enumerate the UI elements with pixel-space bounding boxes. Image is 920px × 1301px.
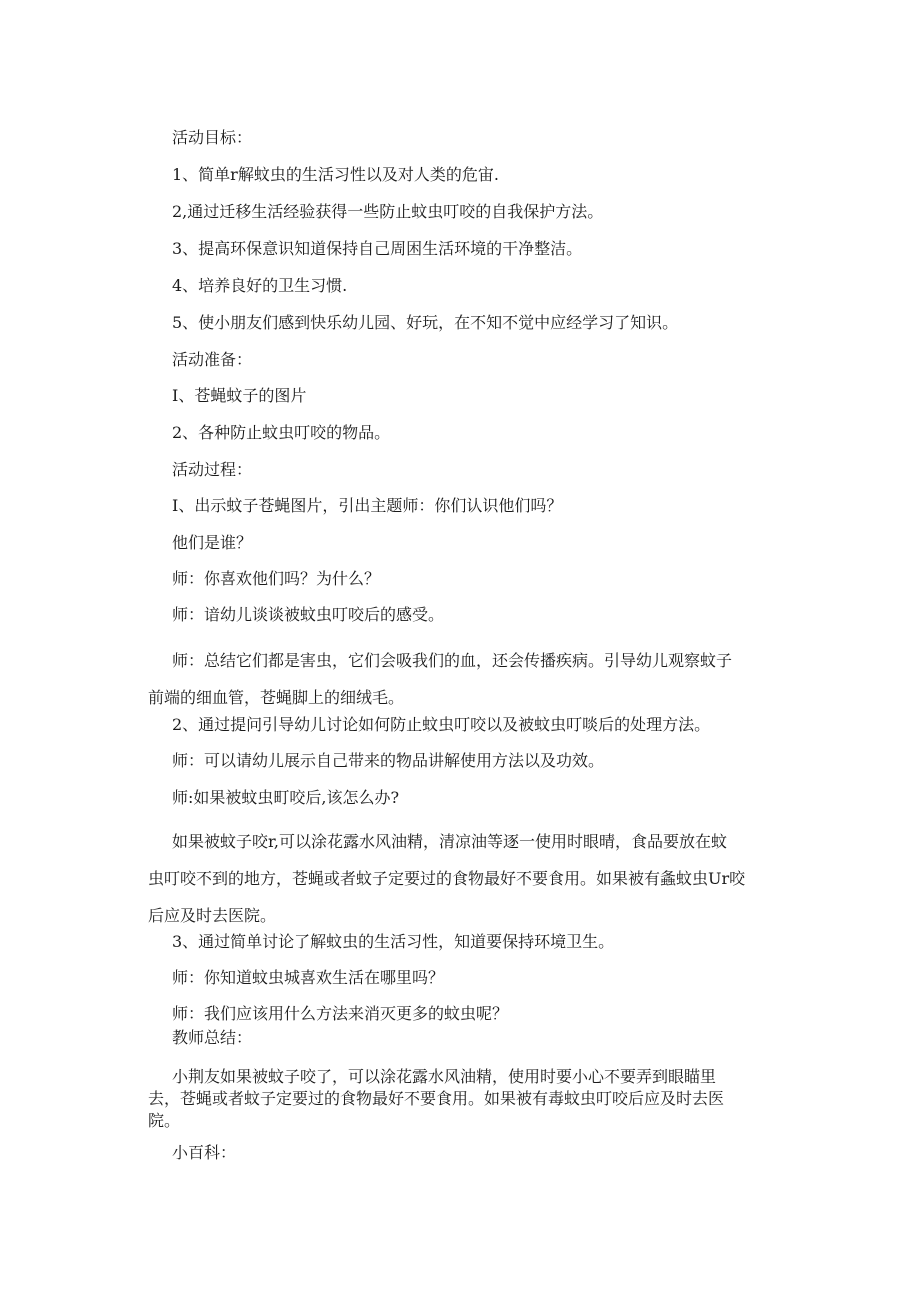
process-line-like: 师：你喜欢他们吗？为什么？: [172, 569, 381, 588]
goal-item-5: 5、使小朋友们感到快乐幼儿园、好玩，在不知不觉中应经学习了知识。: [172, 313, 679, 332]
heading-teacher-summary: 教师总结：: [172, 1028, 253, 1047]
goal-item-3: 3、提高环保意识知道保持自己周困生活环境的干净整洁。: [172, 239, 583, 258]
teacher-summary-line-2: 去，苍蝇或者蚊子定要过的食物最好不要食用。如果被有毒蚊虫叮咬后应及时去医: [148, 1089, 725, 1108]
process-summary-line-2: 前端的细血管，苍蝇脚上的细绒毛。: [148, 688, 405, 707]
goal-item-4: 4、培养良好的卫生习惯.: [172, 276, 348, 295]
process-step-2: 2、通过提问引导幼儿讨论如何防止蚊虫叮咬以及被蚊虫叮啖后的处理方法。: [172, 715, 711, 734]
process-step-1: I、出示蚊子苍蝇图片，引出主题师：你们认识他们吗？: [172, 496, 563, 515]
process-line-how-eliminate: 师：我们应该用什么方法来消灭更多的蚊虫呢？: [172, 1004, 509, 1023]
teacher-summary-line-1: 小荆友如果被蚊子咬了，可以涂花露水风油精，使用时要小心不要弄到眼瞄里: [172, 1067, 717, 1086]
process-answer-line-2: 虫叮咬不到的地方，苍蝇或者蚊子定要过的食物最好不要食用。如果被有螽蚊虫Ur咬: [148, 869, 746, 888]
goal-item-2: 2,通过迁移生活经验获得一些防止蚊虫叮咬的自我保护方法。: [172, 202, 604, 221]
heading-activity-goals: 活动目标：: [172, 128, 253, 147]
heading-activity-preparation: 活动准备：: [172, 350, 253, 369]
process-step-3: 3、通过简单讨论了解蚊虫的生活习性，知道要保持环境卫生。: [172, 932, 615, 951]
preparation-item-2: 2、各种防止蚊虫叮咬的物品。: [172, 423, 391, 442]
heading-encyclopedia: 小百科：: [172, 1143, 237, 1162]
teacher-summary-line-3: 院。: [148, 1111, 181, 1130]
teacher-summary-paragraph: [148, 1066, 772, 1132]
process-answer-line-3: 后应及时去医院。: [148, 906, 277, 925]
process-summary-paragraph: [148, 642, 772, 716]
goal-item-1: 1、简单r解蚊虫的生活习性以及对人类的危宙.: [172, 165, 499, 184]
process-summary-line-1: 师：总结它们都是害虫，它们会吸我们的血，还会传播疾病。引导幼儿观察蚊子: [172, 651, 733, 670]
preparation-item-1: I、苍蝇蚊子的图片: [172, 386, 307, 405]
process-answer-line-1: 如果被蚊子咬r,可以涂花露水风油精，清凉油等逐一使用时眼晴，食品要放在蚊: [172, 832, 727, 851]
process-line-feeling: 师：谙幼儿谈谈被蚊虫叮咬后的感受。: [172, 605, 445, 624]
process-line-who: 他们是谁？: [172, 533, 253, 552]
process-line-what-to-do: 师:如果被蚊虫町咬后,该怎么办?: [172, 788, 400, 807]
process-line-show-items: 师：可以请幼儿展示自己带来的物品讲解使用方法以及功效。: [172, 751, 605, 770]
heading-activity-process: 活动过程：: [172, 460, 253, 479]
process-answer-paragraph: [148, 823, 772, 934]
process-line-where-live: 师：你知道蚊虫城喜欢生活在哪里吗？: [172, 968, 445, 987]
